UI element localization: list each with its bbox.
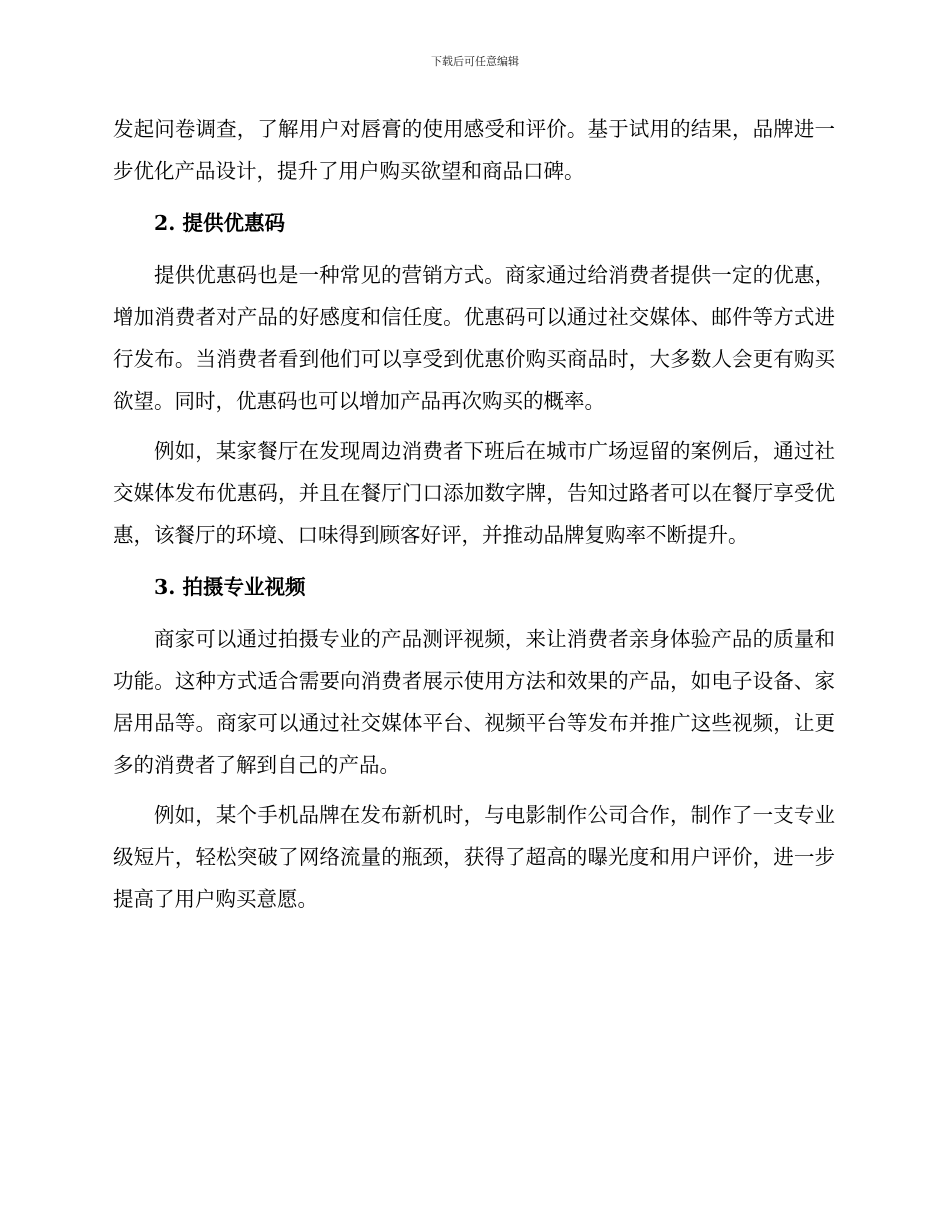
- section-heading-coupon-code: 2. 提供优惠码: [154, 211, 286, 235]
- paragraph-coupon-example: 例如，某家餐厅在发现周边消费者下班后在城市广场逗留的案例后，通过社交媒体发布优惠码，并且在餐厅门口添加数字牌，告知过路者可以在餐厅享受优惠，该餐厅的环境、口味得到顾客好评，并推动品牌复购率不断提升。: [113, 439, 835, 547]
- paragraph-video-intro: 商家可以通过拍摄专业的产品测评视频，来让消费者亲身体验产品的质量和功能。这种方式适合需要向消费者展示使用方法和效果的产品，如电子设备、家居用品等。商家可以通过社交媒体平台、视频平台等发布并推广这些视频，让更多的消费者了解到自己的产品。: [113, 627, 835, 777]
- page-header: 下载后可任意编辑: [431, 55, 519, 68]
- paragraph-video-example: 例如，某个手机品牌在发布新机时，与电影制作公司合作，制作了一支专业级短片，轻松突破了网络流量的瓶颈，获得了超高的曝光度和用户评价，进一步提高了用户购买意愿。: [113, 803, 835, 911]
- document-body: [113, 108, 835, 920]
- paragraph-continued: 发起问卷调查，了解用户对唇膏的使用感受和评价。基于试用的结果，品牌进一步优化产品设计，提升了用户购买欲望和商品口碑。: [113, 117, 835, 183]
- section-heading-professional-video: 3. 拍摄专业视频: [154, 575, 306, 599]
- paragraph-coupon-intro: 提供优惠码也是一种常见的营销方式。商家通过给消费者提供一定的优惠，增加消费者对产品的好感度和信任度。优惠码可以通过社交媒体、邮件等方式进行发布。当消费者看到他们可以享受到优惠价购买商品时，大多数人会更有购买欲望。同时，优惠码也可以增加产品再次购买的概率。: [113, 263, 835, 413]
